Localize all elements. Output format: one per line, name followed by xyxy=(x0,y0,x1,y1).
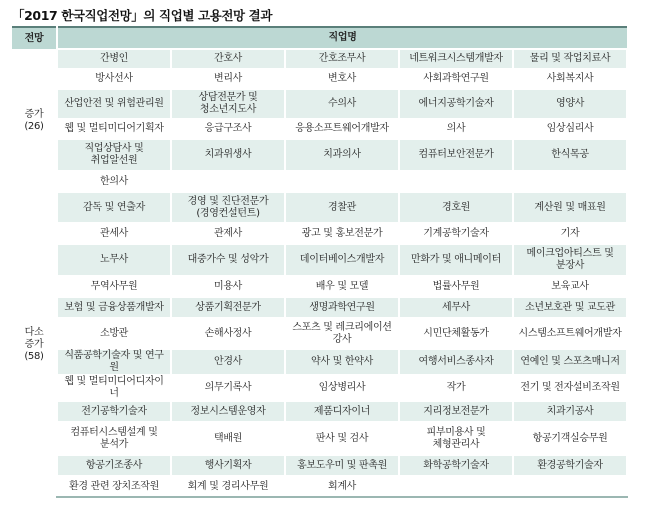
table-row xyxy=(12,349,627,375)
table-row xyxy=(12,119,627,139)
job-cell: 소방관 xyxy=(57,318,171,349)
table-row xyxy=(12,139,627,171)
table-row xyxy=(12,69,627,89)
job-cell: 여행서비스종사자 xyxy=(399,349,513,375)
job-cell: 에너지공학기술자 xyxy=(399,89,513,119)
job-cell: 데이터베이스개발자 xyxy=(285,244,399,276)
job-cell: 홍보도우미 및 판촉원 xyxy=(285,455,399,476)
job-cell: 간호조무사 xyxy=(285,49,399,69)
job-cell xyxy=(171,171,285,192)
table-body xyxy=(12,49,627,497)
job-cell: 피부미용사 및 체형관리사 xyxy=(399,422,513,455)
job-cell: 제품디자이너 xyxy=(285,401,399,422)
outlook-category xyxy=(12,49,57,192)
table-row xyxy=(12,49,627,69)
job-cell: 회계사 xyxy=(285,476,399,497)
job-cell: 화학공학기술자 xyxy=(399,455,513,476)
job-cell: 항공기조종사 xyxy=(57,455,171,476)
job-cell xyxy=(285,171,399,192)
outlook-category-label: 증가 xyxy=(24,338,44,350)
job-cell: 영양사 xyxy=(513,89,627,119)
job-cell: 안경사 xyxy=(171,349,285,375)
job-cell: 치과의사 xyxy=(285,139,399,171)
outlook-category-label: 증가 xyxy=(24,108,44,120)
job-cell: 기자 xyxy=(513,223,627,244)
job-cell: 항공기객실승무원 xyxy=(513,422,627,455)
job-cell: 관제사 xyxy=(171,223,285,244)
table-row xyxy=(12,375,627,401)
job-cell: 경찰관 xyxy=(285,192,399,223)
job-cell xyxy=(513,476,627,497)
job-cell: 손해사정사 xyxy=(171,318,285,349)
job-cell: 미용사 xyxy=(171,276,285,297)
job-cell: 치과기공사 xyxy=(513,401,627,422)
job-cell xyxy=(399,171,513,192)
job-cell: 기계공학기술자 xyxy=(399,223,513,244)
job-cell: 보험 및 금융상품개발자 xyxy=(57,297,171,318)
job-cell: 계산원 및 매표원 xyxy=(513,192,627,223)
job-cell: 행사기획자 xyxy=(171,455,285,476)
outlook-category-label: 다소 xyxy=(24,326,44,338)
table-row xyxy=(12,401,627,422)
outlook-category-label: (26) xyxy=(24,120,44,132)
table-row xyxy=(12,455,627,476)
job-cell: 시스템소프트웨어개발자 xyxy=(513,318,627,349)
job-cell: 의무기록사 xyxy=(171,375,285,401)
job-cell: 치과위생사 xyxy=(171,139,285,171)
page-title: 「2017 한국직업전망」의 직업별 고용전망 결과 xyxy=(12,8,272,23)
job-cell: 한식목공 xyxy=(513,139,627,171)
job-cell: 전기공학기술자 xyxy=(57,401,171,422)
job-cell: 임상병리사 xyxy=(285,375,399,401)
job-cell: 응급구조사 xyxy=(171,119,285,139)
job-cell: 법률사무원 xyxy=(399,276,513,297)
job-cell: 상담전문가 및 청소년지도사 xyxy=(171,89,285,119)
job-cell: 컴퓨터보안전문가 xyxy=(399,139,513,171)
job-cell: 경호원 xyxy=(399,192,513,223)
job-cell: 임상심리사 xyxy=(513,119,627,139)
job-cell: 경영 및 진단전문가 (경영컨설턴트) xyxy=(171,192,285,223)
job-cell xyxy=(399,476,513,497)
job-cell: 산업안전 및 위험관리원 xyxy=(57,89,171,119)
job-cell: 무역사무원 xyxy=(57,276,171,297)
job-cell: 스포츠 및 레크리에이션 강사 xyxy=(285,318,399,349)
table-row xyxy=(12,89,627,119)
job-cell: 컴퓨터시스템설계 및 분석가 xyxy=(57,422,171,455)
job-cell: 환경 관련 장치조작원 xyxy=(57,476,171,497)
table-row xyxy=(12,171,627,192)
job-cell: 전기 및 전자설비조작원 xyxy=(513,375,627,401)
job-cell: 응용소프트웨어개발자 xyxy=(285,119,399,139)
job-cell: 작가 xyxy=(399,375,513,401)
job-cell: 직업상담사 및 취업알선원 xyxy=(57,139,171,171)
header-outlook: 전망 xyxy=(12,27,57,49)
header-jobs: 직업명 xyxy=(57,27,627,49)
job-cell: 네트워크시스템개발자 xyxy=(399,49,513,69)
job-cell: 변호사 xyxy=(285,69,399,89)
job-cell: 약사 및 한약사 xyxy=(285,349,399,375)
job-cell: 소년보호관 및 교도관 xyxy=(513,297,627,318)
job-cell: 상품기획전문가 xyxy=(171,297,285,318)
job-cell: 만화가 및 애니메이터 xyxy=(399,244,513,276)
job-cell: 세무사 xyxy=(399,297,513,318)
job-cell: 지리정보전문가 xyxy=(399,401,513,422)
table-header-row xyxy=(12,27,627,49)
job-cell: 광고 및 홍보전문가 xyxy=(285,223,399,244)
job-outlook-table xyxy=(12,26,628,498)
table-row xyxy=(12,223,627,244)
job-cell: 노무사 xyxy=(57,244,171,276)
job-cell: 변리사 xyxy=(171,69,285,89)
job-cell: 대중가수 및 성악가 xyxy=(171,244,285,276)
table-row xyxy=(12,276,627,297)
table-row xyxy=(12,297,627,318)
job-cell: 식품공학기술자 및 연구원 xyxy=(57,349,171,375)
job-cell: 간호사 xyxy=(171,49,285,69)
table-row xyxy=(12,244,627,276)
job-cell: 배우 및 모델 xyxy=(285,276,399,297)
job-cell: 웹 및 멀티미디어디자이너 xyxy=(57,375,171,401)
outlook-category xyxy=(12,192,57,497)
job-cell: 물리 및 작업치료사 xyxy=(513,49,627,69)
job-cell: 수의사 xyxy=(285,89,399,119)
table-row xyxy=(12,318,627,349)
table-row xyxy=(12,476,627,497)
job-cell: 메이크업아티스트 및 분장사 xyxy=(513,244,627,276)
job-cell: 관세사 xyxy=(57,223,171,244)
table-row xyxy=(12,422,627,455)
job-cell: 의사 xyxy=(399,119,513,139)
job-cell: 간병인 xyxy=(57,49,171,69)
job-cell: 연예인 및 스포츠매니저 xyxy=(513,349,627,375)
job-cell: 사회복지사 xyxy=(513,69,627,89)
job-cell: 보육교사 xyxy=(513,276,627,297)
job-cell: 판사 및 검사 xyxy=(285,422,399,455)
job-cell: 정보시스템운영자 xyxy=(171,401,285,422)
job-cell: 생명과학연구원 xyxy=(285,297,399,318)
job-cell xyxy=(513,171,627,192)
job-cell: 회계 및 경리사무원 xyxy=(171,476,285,497)
job-cell: 사회과학연구원 xyxy=(399,69,513,89)
job-cell: 감독 및 연출자 xyxy=(57,192,171,223)
job-cell: 방사선사 xyxy=(57,69,171,89)
job-cell: 시민단체활동가 xyxy=(399,318,513,349)
job-cell: 웹 및 멀티미디어기획자 xyxy=(57,119,171,139)
job-cell: 한의사 xyxy=(57,171,171,192)
table-row xyxy=(12,192,627,223)
outlook-category-label: (58) xyxy=(24,350,44,362)
job-cell: 택배원 xyxy=(171,422,285,455)
job-cell: 환경공학기술자 xyxy=(513,455,627,476)
